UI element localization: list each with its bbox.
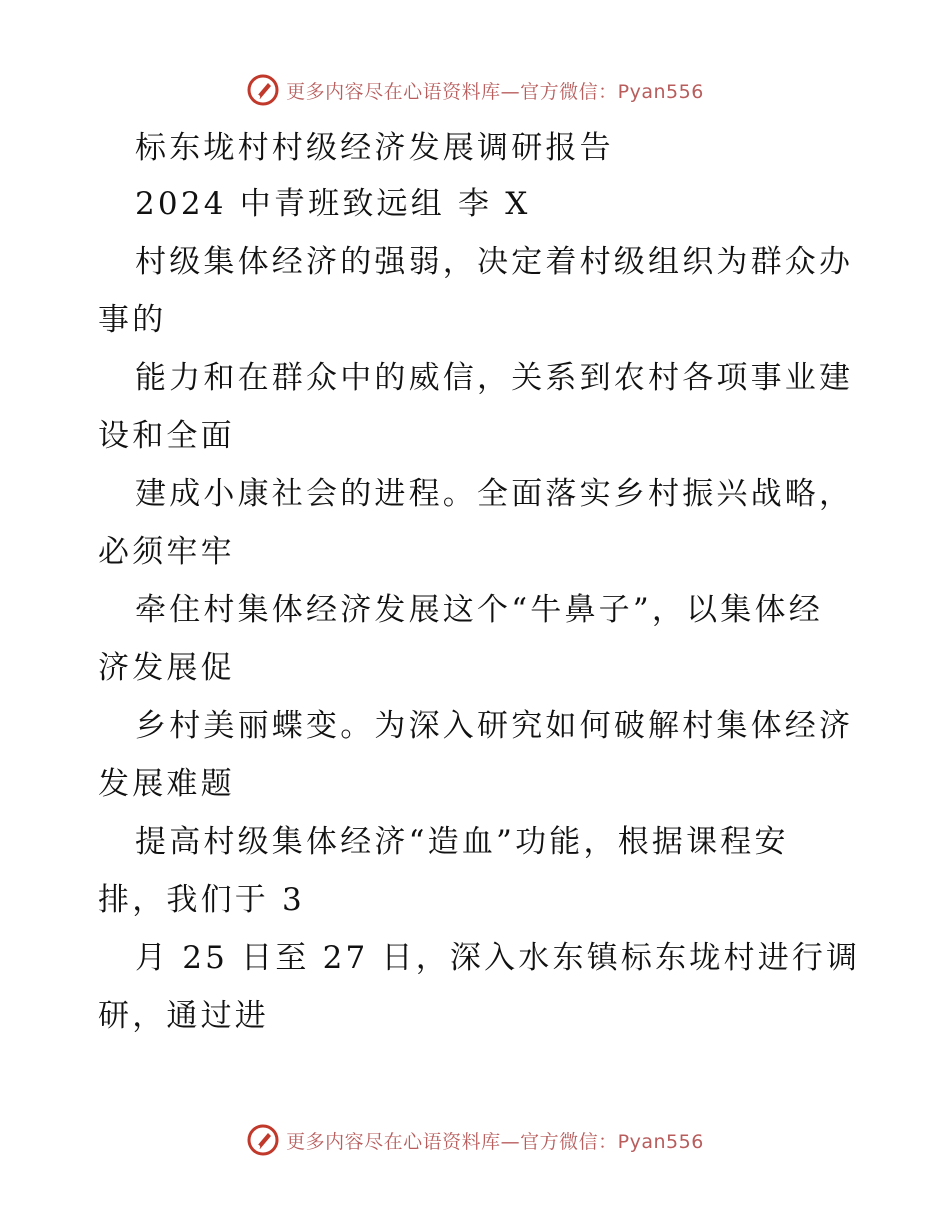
paragraph-line: 事的 bbox=[98, 302, 167, 338]
pen-nib-logo-icon bbox=[246, 73, 280, 107]
watermark-text: 更多内容尽在心语资料库—官方微信：Pyan556 bbox=[286, 1130, 704, 1153]
paragraph-line: 月 25 日至 27 日，深入水东镇标东垅村进行调 bbox=[135, 940, 861, 976]
watermark-text: 更多内容尽在心语资料库—官方微信：Pyan556 bbox=[286, 80, 704, 103]
paragraph-line: 设和全面 bbox=[98, 418, 235, 454]
author-line: 2024 中青班致远组 李 X bbox=[135, 186, 531, 222]
paragraph-line: 牵住村集体经济发展这个“牛鼻子”，以集体经 bbox=[135, 592, 823, 628]
paragraph-line: 济发展促 bbox=[98, 650, 235, 686]
paragraph-line: 发展难题 bbox=[98, 766, 235, 802]
paragraph-line: 建成小康社会的进程。全面落实乡村振兴战略， bbox=[135, 476, 854, 512]
pen-nib-logo-icon bbox=[246, 1123, 280, 1157]
watermark-banner-bottom bbox=[0, 1120, 950, 1160]
paragraph-line: 必须牢牢 bbox=[98, 534, 235, 570]
paragraph-line: 提高村级集体经济“造血”功能，根据课程安 bbox=[135, 824, 789, 860]
watermark-banner-top bbox=[0, 70, 950, 110]
paragraph-line: 研，通过进 bbox=[98, 998, 269, 1034]
document-title: 标东垅村村级经济发展调研报告 bbox=[135, 130, 614, 166]
paragraph-line: 能力和在群众中的威信，关系到农村各项事业建 bbox=[135, 360, 854, 396]
paragraph-line: 乡村美丽蝶变。为深入研究如何破解村集体经济 bbox=[135, 708, 854, 744]
paragraph-line: 村级集体经济的强弱，决定着村级组织为群众办 bbox=[135, 244, 854, 280]
paragraph-line: 排，我们于 3 bbox=[98, 882, 305, 918]
